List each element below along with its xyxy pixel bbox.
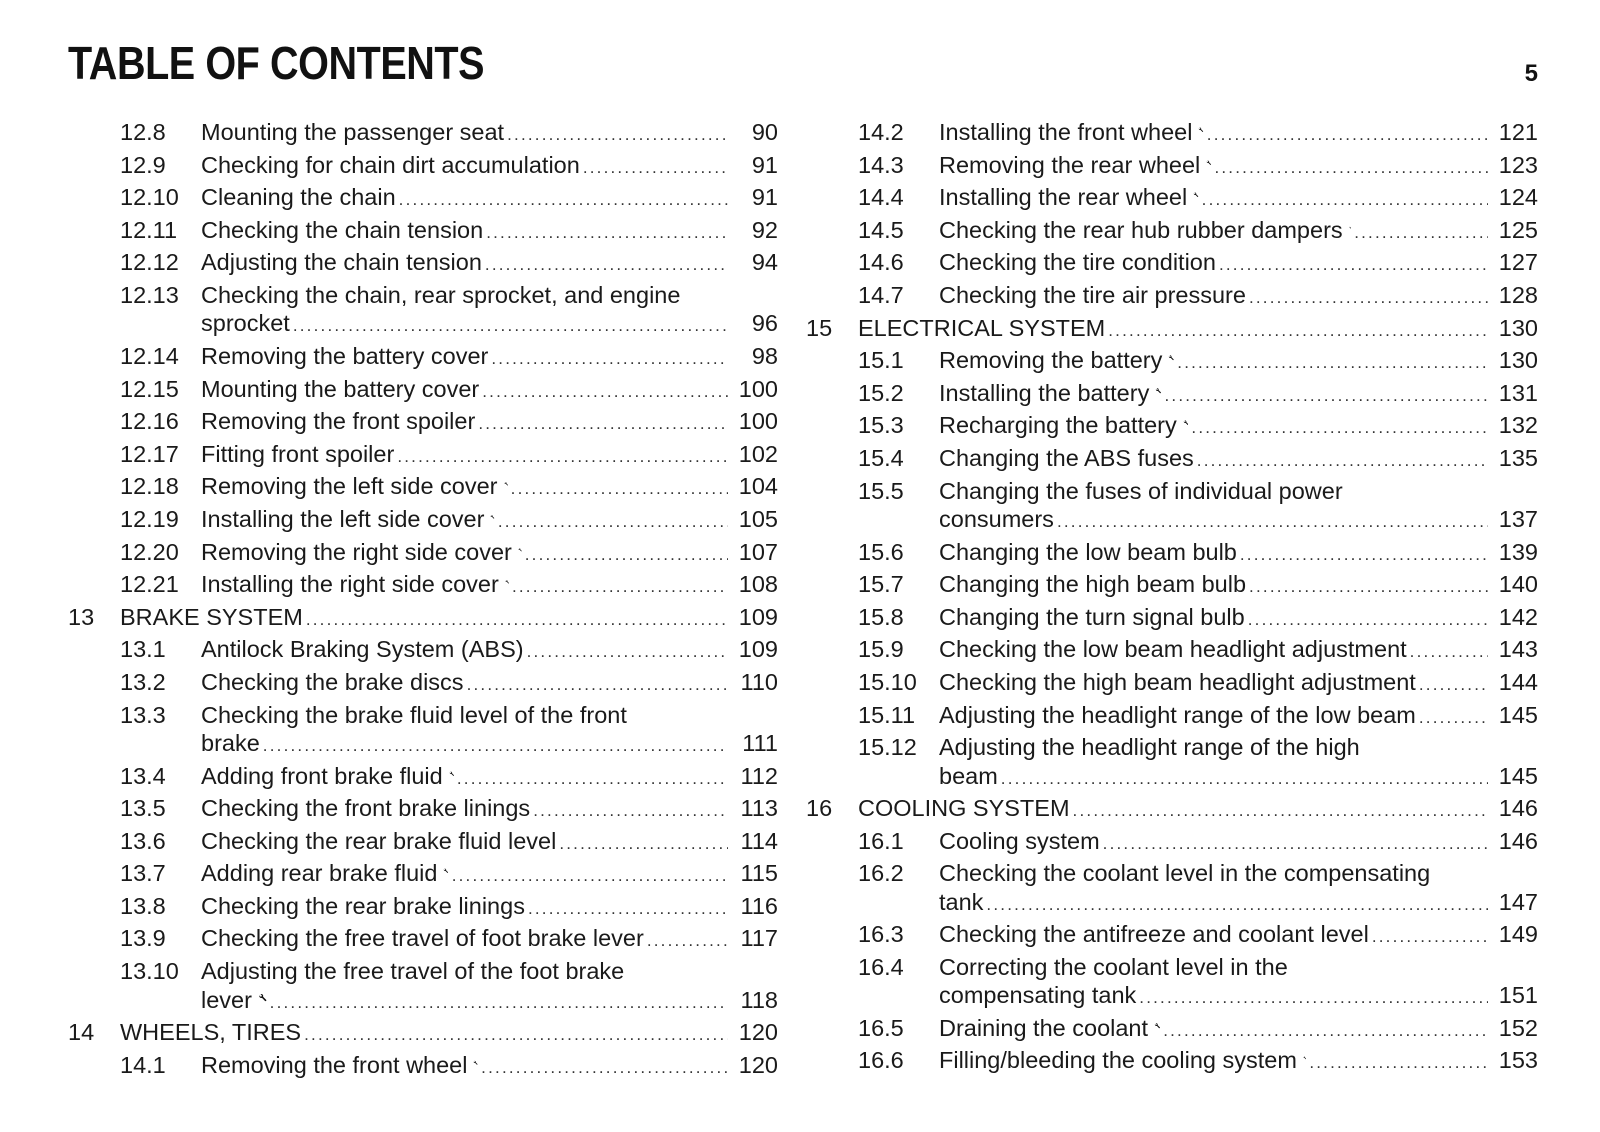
dot-leader	[1419, 702, 1488, 735]
section-title: Removing the battery	[939, 347, 1163, 374]
toc-entry[interactable]	[68, 405, 778, 438]
page-reference: 109	[738, 636, 778, 663]
wrench-icon	[1198, 120, 1203, 140]
page-reference: 90	[751, 119, 778, 145]
toc-entry[interactable]	[806, 116, 1538, 149]
toc-entry[interactable]	[806, 475, 1538, 536]
section-number: 12.8	[120, 119, 166, 145]
dot-leader	[491, 343, 728, 376]
page-reference: 124	[1498, 184, 1538, 211]
toc-right-column	[806, 116, 1538, 1077]
section-title: Adding rear brake fluid	[201, 860, 438, 887]
section-title: Checking the rear hub rubber dampers	[939, 216, 1343, 243]
section-number: 15.9	[858, 636, 904, 663]
dot-leader	[1001, 763, 1488, 796]
dot-leader	[525, 539, 728, 572]
section-title: Removing the front wheel	[201, 1051, 468, 1078]
page-reference: 139	[1498, 538, 1538, 565]
section-number: 13.3	[120, 701, 166, 728]
section-title: Mounting the passenger seat	[201, 119, 505, 145]
section-number: 15.4	[858, 444, 904, 471]
page-reference: 152	[1498, 1014, 1538, 1041]
dot-leader	[583, 152, 728, 185]
section-title: Checking the rear brake fluid level	[201, 827, 557, 854]
page-reference: 132	[1498, 412, 1538, 439]
section-title: Removing the battery cover	[201, 342, 489, 369]
section-title: Cleaning the chain	[201, 184, 396, 211]
section-title: Changing the high beam bulb	[939, 571, 1247, 598]
section-title: beam	[939, 762, 998, 789]
toc-entry[interactable]	[68, 699, 778, 760]
toc-entry[interactable]	[806, 568, 1538, 601]
section-number: 14	[68, 1019, 95, 1046]
dot-leader	[512, 571, 728, 604]
dot-leader	[986, 889, 1488, 922]
section-number: 12.20	[120, 538, 179, 565]
page-reference: 149	[1498, 921, 1538, 948]
dot-leader	[485, 249, 728, 282]
page-reference: 92	[751, 216, 778, 243]
section-number: 12.17	[120, 440, 179, 467]
page-reference: 112	[740, 762, 778, 789]
section-number: 15.1	[858, 347, 904, 374]
section-title: Changing the low beam bulb	[939, 538, 1237, 565]
toc-entry[interactable]	[68, 825, 778, 858]
toc-entry[interactable]	[68, 373, 778, 406]
page-reference: 109	[738, 603, 778, 630]
section-number: 15.3	[858, 412, 904, 439]
page-reference: 120	[738, 1051, 778, 1078]
toc-entry[interactable]	[68, 568, 778, 601]
section-title: Checking for chain dirt accumulation	[201, 151, 580, 178]
toc-left-column	[68, 116, 778, 1081]
page-reference: 108	[738, 571, 778, 598]
dot-leader	[306, 604, 728, 637]
section-title: Checking the tire air pressure	[939, 281, 1246, 308]
section-number: 14.2	[858, 119, 904, 145]
dot-leader	[293, 310, 728, 343]
page-reference: 130	[1498, 314, 1538, 341]
section-title: Changing the fuses of individual power	[939, 477, 1343, 504]
wrench-icon	[518, 540, 522, 560]
page-reference: 117	[740, 925, 778, 952]
page-reference: 128	[1498, 281, 1538, 308]
toc-entry[interactable]	[68, 922, 778, 955]
toc-chapter-entry[interactable]	[806, 792, 1538, 825]
section-number: 15.10	[858, 668, 917, 695]
section-title: Checking the low beam headlight adjustment	[939, 636, 1407, 663]
dot-leader	[527, 636, 728, 669]
toc-entry[interactable]	[68, 760, 778, 793]
toc-entry[interactable]	[68, 181, 778, 214]
section-number: 13.2	[120, 668, 166, 695]
page-reference: 145	[1498, 762, 1538, 789]
section-number: 16.6	[858, 1047, 904, 1074]
dot-leader	[1354, 217, 1488, 250]
dot-leader	[559, 828, 728, 861]
dot-leader	[1163, 1015, 1488, 1048]
page-reference: 91	[751, 151, 778, 178]
page-reference: 143	[1498, 636, 1538, 663]
toc-entry[interactable]	[806, 1044, 1538, 1077]
section-title: Installing the front wheel	[939, 119, 1193, 145]
section-title: Filling/bleeding the cooling system	[939, 1047, 1297, 1074]
wrench-icon	[1168, 348, 1174, 368]
wrench-icon	[1206, 153, 1211, 173]
page-reference: 125	[1498, 216, 1538, 243]
toc-chapter-entry[interactable]	[68, 601, 778, 634]
section-title: Adding front brake fluid	[201, 762, 443, 789]
page-reference: 107	[738, 538, 778, 565]
section-title: Installing the left side cover	[201, 505, 485, 532]
section-title: Checking the brake fluid level of the front	[201, 701, 627, 728]
page-reference: 113	[740, 795, 778, 822]
wrench-icon	[505, 572, 509, 592]
page-reference: 110	[740, 668, 778, 695]
section-title: Antilock Braking System (ABS)	[201, 636, 524, 663]
section-number: 15.8	[858, 603, 904, 630]
wrench-icon	[258, 988, 267, 1008]
section-title: Checking the antifreeze and coolant level	[939, 921, 1369, 948]
page-reference: 131	[1498, 379, 1538, 406]
section-number: 15.6	[858, 538, 904, 565]
toc-entry[interactable]	[68, 955, 778, 1016]
section-number: 13.4	[120, 762, 166, 789]
section-title: Removing the rear wheel	[939, 151, 1201, 178]
section-number: 15.2	[858, 379, 904, 406]
section-title: tank	[939, 888, 984, 915]
dot-leader	[457, 763, 728, 796]
wrench-icon	[490, 507, 494, 527]
section-title: Adjusting the chain tension	[201, 249, 482, 276]
toc-entry[interactable]	[68, 857, 778, 890]
section-number: 13.10	[120, 958, 179, 985]
dot-leader	[1372, 921, 1488, 954]
page-reference: 94	[751, 249, 778, 276]
wrench-icon	[1349, 218, 1352, 238]
page-reference: 146	[1498, 795, 1538, 822]
section-number: 14.3	[858, 151, 904, 178]
toc-entry[interactable]	[68, 149, 778, 182]
page-reference: 130	[1498, 347, 1538, 374]
dot-leader	[482, 376, 728, 409]
wrench-icon	[1154, 1016, 1160, 1036]
section-title: Cooling system	[939, 827, 1100, 854]
wrench-icon	[1193, 185, 1198, 205]
section-number: 15.11	[858, 701, 916, 728]
page-reference: 144	[1498, 668, 1538, 695]
dot-leader	[399, 184, 728, 217]
page-reference: 145	[1498, 701, 1538, 728]
section-number: 12.10	[120, 184, 179, 211]
section-title: Checking the brake discs	[201, 668, 464, 695]
section-title: Checking the chain, rear sprocket, and engine	[201, 281, 681, 308]
toc-entry[interactable]	[806, 601, 1538, 634]
section-title: Checking the coolant level in the compensating	[939, 860, 1431, 887]
dot-leader	[1419, 669, 1488, 702]
section-number: 14.5	[858, 216, 904, 243]
section-number: 12.16	[120, 408, 179, 435]
toc-entry[interactable]	[68, 438, 778, 471]
wrench-icon	[443, 861, 448, 881]
section-number: 16.5	[858, 1014, 904, 1041]
section-number: 12.12	[120, 249, 179, 276]
toc-entry[interactable]	[806, 1012, 1538, 1045]
section-number: 14.1	[120, 1051, 166, 1078]
section-title: Installing the right side cover	[201, 571, 499, 598]
page-reference: 118	[740, 986, 778, 1013]
section-number: 12.18	[120, 473, 179, 500]
page-reference: 91	[751, 184, 778, 211]
toc-entry[interactable]	[68, 666, 778, 699]
dot-leader	[478, 408, 728, 441]
page-reference: 115	[740, 860, 778, 887]
section-title: compensating tank	[939, 982, 1137, 1009]
section-number: 12.14	[120, 342, 179, 369]
page-reference: 123	[1498, 151, 1538, 178]
dot-leader	[533, 795, 728, 828]
section-number: 14.7	[858, 281, 904, 308]
dot-leader	[1202, 184, 1488, 217]
toc-entry[interactable]	[68, 470, 778, 503]
dot-leader	[397, 441, 728, 474]
section-title: Removing the front spoiler	[201, 408, 476, 435]
section-title: WHEELS, TIRES	[120, 1019, 302, 1046]
section-title: Changing the turn signal bulb	[939, 603, 1245, 630]
section-title: Removing the left side cover	[201, 473, 498, 500]
page-title: TABLE OF CONTENTS	[68, 37, 485, 89]
dot-leader	[1219, 249, 1488, 282]
toc-entry[interactable]	[68, 214, 778, 247]
section-title: consumers	[939, 506, 1054, 533]
section-title: Changing the ABS fuses	[939, 444, 1194, 471]
dot-leader	[1240, 539, 1488, 572]
toc-chapter-entry[interactable]	[68, 1016, 778, 1049]
section-number: 13.1	[120, 636, 166, 663]
section-number: 15.12	[858, 734, 917, 761]
toc-entry[interactable]	[806, 699, 1538, 732]
toc-entry[interactable]	[806, 857, 1538, 918]
dot-leader	[1191, 412, 1488, 445]
dot-leader	[481, 1052, 728, 1085]
dot-leader	[486, 217, 728, 250]
page-reference: 146	[1498, 827, 1538, 854]
section-title: lever	[201, 986, 252, 1013]
page-reference: 104	[738, 473, 778, 500]
wrench-icon	[1183, 413, 1189, 433]
toc-entry[interactable]	[806, 633, 1538, 666]
toc-entry[interactable]	[806, 666, 1538, 699]
section-title: COOLING SYSTEM	[858, 795, 1070, 822]
section-number: 12.19	[120, 505, 179, 532]
toc-entry[interactable]	[68, 890, 778, 923]
dot-leader	[1214, 152, 1488, 185]
section-title: Installing the rear wheel	[939, 184, 1188, 211]
dot-leader	[528, 893, 728, 926]
section-number: 12.9	[120, 151, 166, 178]
dot-leader	[467, 669, 728, 702]
toc-entry[interactable]	[806, 442, 1538, 475]
dot-leader	[1410, 636, 1488, 669]
section-number: 13.7	[120, 860, 166, 887]
section-title: sprocket	[201, 310, 290, 337]
toc-entry[interactable]	[806, 214, 1538, 247]
section-title: Adjusting the free travel of the foot brake	[201, 958, 625, 985]
section-number: 15.5	[858, 477, 904, 504]
dot-leader	[1108, 315, 1488, 348]
dot-leader	[1207, 119, 1488, 152]
toc-entry[interactable]	[68, 792, 778, 825]
dot-leader	[304, 1019, 728, 1052]
page-reference: 120	[738, 1019, 778, 1046]
section-title: Draining the coolant	[939, 1014, 1149, 1041]
section-title: Checking the rear brake linings	[201, 892, 525, 919]
toc-entry[interactable]	[806, 731, 1538, 792]
section-number: 16	[806, 795, 833, 822]
section-title: Adjusting the headlight range of the high	[939, 734, 1360, 761]
section-number: 16.4	[858, 953, 904, 980]
section-title: Checking the front brake linings	[201, 795, 531, 822]
dot-leader	[1249, 282, 1488, 315]
page-reference: 114	[740, 827, 778, 854]
page-reference: 98	[751, 342, 778, 369]
page-reference: 151	[1498, 982, 1538, 1009]
toc-entry[interactable]	[806, 149, 1538, 182]
section-number: 16.2	[858, 860, 904, 887]
dot-leader	[647, 925, 728, 958]
section-number: 13.5	[120, 795, 166, 822]
toc-entry[interactable]	[806, 344, 1538, 377]
wrench-icon	[1155, 381, 1161, 401]
toc-entry[interactable]	[806, 409, 1538, 442]
page-reference: 135	[1498, 444, 1538, 471]
page-reference: 100	[738, 375, 778, 402]
page-reference: 111	[742, 730, 778, 756]
dot-leader	[1309, 1047, 1488, 1080]
section-title: Checking the free travel of foot brake lever	[201, 925, 644, 952]
toc-entry[interactable]	[806, 918, 1538, 951]
page-number: 5	[1524, 60, 1538, 87]
section-number: 16.3	[858, 921, 904, 948]
dot-leader	[1103, 828, 1488, 861]
toc-entry[interactable]	[806, 377, 1538, 410]
toc-entry[interactable]	[806, 279, 1538, 312]
section-number: 12.13	[120, 281, 179, 308]
toc-entry[interactable]	[806, 951, 1538, 1012]
dot-leader	[263, 730, 728, 763]
section-title: Checking the tire condition	[939, 249, 1216, 276]
page-reference: 147	[1498, 888, 1538, 915]
section-title: Removing the right side cover	[201, 538, 512, 565]
dot-leader	[1164, 380, 1488, 413]
toc-entry[interactable]	[68, 536, 778, 569]
toc-chapter-entry[interactable]	[806, 312, 1538, 345]
section-number: 15.7	[858, 571, 904, 598]
toc-entry[interactable]	[68, 503, 778, 536]
dot-leader	[507, 119, 728, 152]
page-reference: 127	[1498, 249, 1538, 276]
toc-entry[interactable]	[68, 1049, 778, 1082]
toc-entry[interactable]	[68, 246, 778, 279]
section-title: Fitting front spoiler	[201, 440, 395, 467]
section-title: brake	[201, 730, 260, 756]
page-reference: 102	[738, 440, 778, 467]
dot-leader	[1057, 506, 1488, 539]
section-title: Installing the battery	[939, 379, 1150, 406]
section-title: Mounting the battery cover	[201, 375, 480, 402]
dot-leader	[1139, 982, 1488, 1015]
toc-entry[interactable]	[68, 340, 778, 373]
dot-leader	[1197, 445, 1488, 478]
dot-leader	[498, 506, 728, 539]
dot-leader	[1177, 347, 1488, 380]
page-reference: 96	[751, 310, 778, 337]
dot-leader	[270, 987, 728, 1020]
dot-leader	[1073, 795, 1488, 828]
section-title: ELECTRICAL SYSTEM	[858, 314, 1106, 341]
toc-entry[interactable]	[68, 633, 778, 666]
toc-entry[interactable]	[68, 116, 778, 149]
toc-entry[interactable]	[806, 825, 1538, 858]
dot-leader	[1248, 604, 1488, 637]
page-reference: 142	[1498, 603, 1538, 630]
page-reference: 137	[1498, 506, 1538, 533]
section-number: 14.4	[858, 184, 904, 211]
wrench-icon	[449, 764, 454, 784]
wrench-icon	[1303, 1048, 1306, 1068]
section-number: 13.6	[120, 827, 166, 854]
section-number: 12.11	[120, 216, 178, 243]
toc-entry[interactable]	[806, 181, 1538, 214]
section-title: Checking the chain tension	[201, 216, 484, 243]
section-number: 16.1	[858, 827, 904, 854]
wrench-icon	[504, 474, 508, 494]
section-number: 13.8	[120, 892, 166, 919]
section-title: Recharging the battery	[939, 412, 1177, 439]
toc-entry[interactable]	[806, 536, 1538, 569]
dot-leader	[452, 860, 728, 893]
section-number: 13	[68, 603, 95, 630]
toc-entry[interactable]	[68, 279, 778, 340]
page-reference: 153	[1498, 1047, 1538, 1074]
page-reference: 140	[1498, 571, 1538, 598]
section-number: 12.21	[120, 571, 179, 598]
page-reference: 121	[1498, 119, 1538, 145]
section-number: 15	[806, 314, 833, 341]
wrench-icon	[473, 1053, 478, 1073]
section-title: BRAKE SYSTEM	[120, 603, 303, 630]
section-number: 12.15	[120, 375, 179, 402]
page-reference: 105	[738, 505, 778, 532]
section-title: Checking the high beam headlight adjustment	[939, 668, 1416, 695]
section-number: 14.6	[858, 249, 904, 276]
dot-leader	[511, 473, 728, 506]
page-reference: 116	[740, 892, 778, 919]
section-number: 13.9	[120, 925, 166, 952]
section-title: Correcting the coolant level in the	[939, 953, 1288, 980]
page-reference: 100	[738, 408, 778, 435]
section-title: Adjusting the headlight range of the low beam	[939, 701, 1416, 728]
dot-leader	[1249, 571, 1488, 604]
toc-entry[interactable]	[806, 246, 1538, 279]
